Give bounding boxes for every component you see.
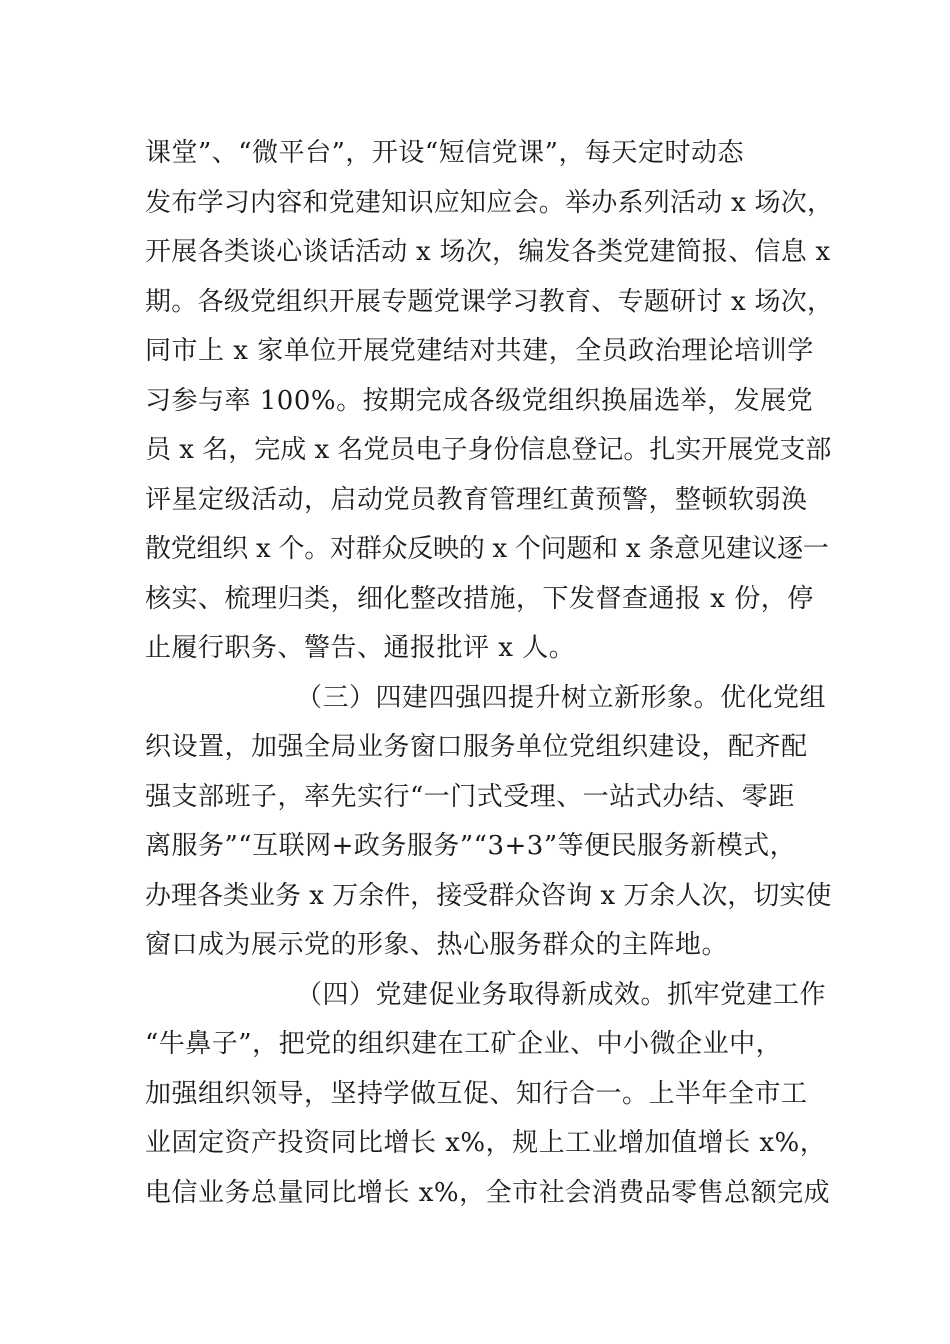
text-line: 强支部班子，率先实行“一门式受理、一站式办结、零距 [145,782,795,812]
text-line: 窗口成为展示党的形象、热心服务群众的主阵地。 [145,930,729,960]
text-line: 习参与率 100%。按期完成各级党组织换届选举，发展党 [145,386,814,416]
section-heading-4: （四）党建促业务取得新成效。抓牢党建工作 [296,980,827,1010]
text-line: 业固定资产投资同比增长 x%，规上工业增加值增长 x%， [145,1128,827,1158]
section-heading-3: （三）四建四强四提升树立新形象。优化党组 [296,683,827,713]
text-line: 开展各类谈心谈话活动 x 场次，编发各类党建简报、信息 x [145,237,831,267]
text-line: 员 x 名，完成 x 名党员电子身份信息登记。扎实开展党支部 [145,435,832,465]
text-line: 期。各级党组织开展专题党课学习教育、专题研讨 x 场次， [145,287,834,317]
text-line: 电信业务总量同比增长 x%，全市社会消费品零售总额完成 [145,1178,831,1208]
text-line: 课堂”、“微平台”，开设“短信党课”，每天定时动态 [145,138,744,168]
text-line: 同市上 x 家单位开展党建结对共建，全员政治理论培训学 [145,336,814,366]
text-line: 发布学习内容和党建知识应知应会。举办系列活动 x 场次， [145,188,834,218]
text-line: 织设置，加强全局业务窗口服务单位党组织建设，配齐配 [145,732,808,762]
text-line: 加强组织领导，坚持学做互促、知行合一。上半年全市工 [145,1079,808,1109]
text-line: 评星定级活动，启动党员教育管理红黄预警，整顿软弱涣 [145,485,808,515]
text-line: 散党组织 x 个。对群众反映的 x 个问题和 x 条意见建议逐一 [145,534,829,564]
text-line: 办理各类业务 x 万余件，接受群众咨询 x 万余人次，切实使 [145,881,832,911]
text-line: “牛鼻子”，把党的组织建在工矿企业、中小微企业中， [145,1029,783,1059]
text-line: 止履行职务、警告、通报批评 x 人。 [145,633,576,663]
text-line: 核实、梳理归类，细化整改措施，下发督查通报 x 份，停 [145,584,814,614]
text-line: 离服务”“互联网+政务服务”“3+3”等便民服务新模式， [145,831,797,861]
